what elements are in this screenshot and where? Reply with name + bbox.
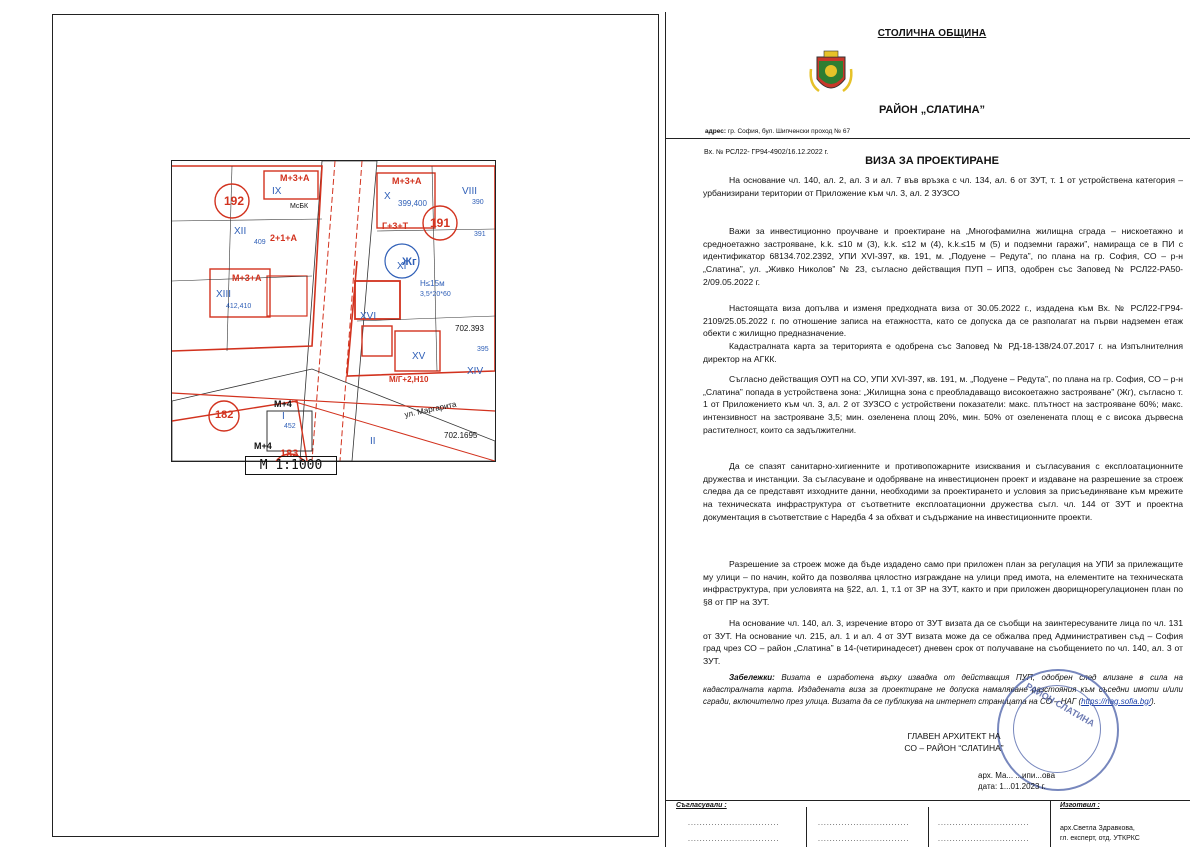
- signature-line: ...............................: [938, 820, 1030, 827]
- document-title: ВИЗА ЗА ПРОЕКТИРАНЕ: [865, 155, 999, 167]
- signature-line: ...............................: [818, 820, 910, 827]
- upi-label: IX: [272, 186, 282, 197]
- indicator-label: 3,5*20*60: [420, 291, 451, 298]
- paragraph-permit: Разрешение за строеж може да бъде издадено само при приложен план за регулация на УПИ за прилежащите му улици – по начин, който да позволява цялостно изграждане на улици пред имота, на елементите на техническата инфраструктура, при условията на §22, ал. 1, т.1 от ЗР на ЗУТ, както и при приложен дворищнорегулационен план по §8 от ПР на ЗУТ.: [703, 559, 1183, 608]
- footer-divider: [666, 800, 1190, 801]
- signature-line: ...............................: [938, 836, 1030, 843]
- map-scale: M 1:1000: [245, 456, 337, 475]
- paragraph-appeal: На основание чл. 140, ал. 3, изречение второ от ЗУТ визата да се съобщи на заинтересуваните лица по чл. 131 от ЗУТ. На основание чл. 215, ал. 1 и ал. 4 от ЗУТ визата може да се обжалва пред Административен съд – София град чрез СО – район „Слатина” в 14-(четиринадесет) дневен срок от получаване на съобщението по чл. 140, ал. 3 от ЗУТ.: [703, 618, 1183, 667]
- address-line: [705, 128, 850, 135]
- upi-label: VIII: [462, 186, 478, 197]
- signatory-office: СО – РАЙОН “СЛАТИНА”: [904, 743, 1004, 753]
- upi-label: XIII: [216, 289, 232, 300]
- block-number-192: 192: [224, 194, 245, 208]
- height-label: М+4: [274, 399, 292, 409]
- author-role: гл. експерт, отд. УТКРКС: [1060, 835, 1140, 842]
- parcel-number: 412,410: [226, 303, 252, 310]
- height-label: М+3+А: [392, 176, 422, 186]
- block-number-182: 182: [215, 409, 234, 421]
- paragraph-legal-basis: На основание чл. 140, ал. 2, ал. 3 и ал. 7 във връзка с чл. 134, ал. 6 от ЗУТ, т. 1 от устройствена категория – урбанизирани територии от Приложение към чл. 3, ал. 2 ЗУЗСО: [703, 175, 1183, 198]
- building-type: МсБК: [290, 203, 309, 210]
- signature-line: ...............................: [688, 836, 780, 843]
- paragraph-requirements: Да се спазят санитарно-хигиенните и противопожарните изисквания и съгласувания с експлоатационните дружества и инстанции. За съгласуване и одобряване на инвестиционен проект и издаване на разрешение за строеж следва да се представят изходните данни, необходими за проектирането и условия за присъединяване към мрежите на техническата инфраструктура от съответните експлоатационни дружества съгл. чл. 144 от ЗУТ и проектна документация в съответствие с Наредба 4 за обхват и съдържание на инвестиционните проекти.: [703, 461, 1183, 522]
- signature-date: дата: 1...01.2023 г.: [978, 782, 1046, 791]
- block-number-183: 183: [280, 448, 299, 460]
- paragraph-amendment: Настоящата виза допълва и изменя предходната виза от 30.05.2022 г., издадена към Вх. № РСЛ22-ГР94-2109/25.05.2022 г. по отношение записа на етажността, като се допуска да се разполагат на първи надземен етаж обекти с жилищно предназначение.: [703, 303, 1183, 339]
- height-label: 2+1+А: [270, 233, 298, 243]
- upi-label: XIV: [467, 366, 484, 377]
- height-label: Г+3+Т: [382, 221, 409, 231]
- stamp-text: РАЙОН СЛАТИНА: [1024, 681, 1097, 729]
- upi-label: XII: [234, 226, 247, 237]
- regulation-plan-map: [171, 160, 496, 462]
- nag-link[interactable]: https://nag.sofia.bg/: [1081, 696, 1151, 706]
- coat-of-arms-icon: [807, 49, 855, 99]
- agreed-section: [676, 802, 727, 834]
- parcel-number: 391: [474, 231, 486, 238]
- paragraph-zoning: Съгласно действащия ОУП на СО, УПИ XVI-397, кв. 191, м. „Подуене – Редута”, по плана на гр. София, СО – р-н „Слатина” попада в устройствена зона: „Жилищна зона с преобладаващо високоетажно застрояване” (Жг), съгласно т. 1 от Приложението към чл. 3, ал. 2 от ЗУЗСО с устройствени показатели: макс. плътност на застрояване 60%; макс. интензивност на застрояване 3,5; мин. озеленена площ 20%, мин. 50% от озеленената площ е с висока дървесна растителност, които са задължителни.: [703, 374, 1183, 435]
- architect-name: арх. Ма... ...ипи...ова: [978, 771, 1056, 780]
- height-label: М+3+А: [232, 273, 262, 283]
- header-divider: [666, 138, 1190, 139]
- signatory-title: ГЛАВЕН АРХИТЕКТ НА: [907, 731, 1001, 741]
- upi-label: XI: [397, 261, 407, 272]
- height-label: М/Г+2,Н10: [389, 375, 429, 384]
- notes-label: Забележки:: [729, 673, 775, 682]
- parcel-id: 702.393: [455, 324, 484, 333]
- paragraph-cadastre: Кадастралната карта за територията е одобрена със Заповед № РД-18-138/24.07.2017 г. на Изпълнителния директор на АГКК.: [703, 341, 1183, 364]
- height-label: М+3+А: [280, 173, 310, 183]
- address-label: адрес:: [705, 128, 727, 135]
- notes-text: Визата е изработена върху извадка от действащия ПУП, одобрен след влизане в сила на кадастралната карта. Издадената виза за проектиране не допуска намаляване разстояния към съседни имоти и/или сгради, включително през улица. Визата да се публикува на интернет страницата на СО – НАГ (: [703, 673, 1183, 706]
- parcel-id: 702.1695: [444, 431, 478, 440]
- parcel-number: 395: [477, 346, 489, 353]
- parcel-number: 452: [284, 423, 296, 430]
- zone-label: Жг: [402, 256, 417, 268]
- municipality-name: СТОЛИЧНА ОБЩИНА: [877, 28, 987, 39]
- parcel-number: 390: [472, 199, 484, 206]
- upi-label: XV: [412, 351, 426, 362]
- paragraph-scope: Важи за инвестиционно проучване и проектиране на „Многофамилна жилищна сграда – нискоетажно и средноетажно застрояване, k.k. ≤10 м (3), k.k. ≤12 м (4), k.k.≤15 м (5) и подземни гаражи”, намираща се в ПИ с идентификатор 68134.702.2392, УПИ XVI-397, кв. 191, м. „Подуене – Редута”, по плана на гр. София, СО – р-н „Слатина”, ул. „Живко Николов” № 23, съгласно действащия ПУП – ИПЗ, одобрен със Заповед № РСЛ22-РА50-2/09.05.2022 г.: [703, 226, 1183, 287]
- upi-label: XVI: [360, 311, 377, 322]
- height-limit-label: Н≤15м: [420, 279, 445, 288]
- signature-line: ...............................: [688, 820, 780, 827]
- visa-document: [665, 12, 1198, 847]
- street-name: ул. Маргарита: [403, 399, 458, 420]
- notes-paragraph: Забележки: Визата е изработена върху извадка от действащия ПУП, одобрен след влизане в сила на кадастралната карта. Издадената виза за проектиране не допуска намаляване разстояния към съседни имоти и/или сгради, включително през улица. Визата да се публикува на интернет страницата на СО – НАГ (https://nag.sofia.bg/).: [703, 673, 1183, 706]
- block-number-191: 191: [430, 216, 451, 230]
- author-block: [1060, 824, 1140, 844]
- prepared-label: Изготвил :: [1060, 802, 1100, 809]
- upi-label: X: [384, 191, 391, 202]
- parcel-number: 399,400: [398, 199, 427, 208]
- signature-line: ...............................: [818, 836, 910, 843]
- height-label: М+4: [254, 441, 272, 451]
- architect-signature: [978, 770, 1055, 792]
- map-page: [52, 14, 659, 837]
- author-name: арх.Светла Здравкова,: [1060, 825, 1135, 832]
- parcel-number: 409: [254, 239, 266, 246]
- upi-label: II: [370, 436, 376, 447]
- reference-number: Вх. № РСЛ22- ГР94-4902/16.12.2022 г.: [704, 149, 829, 156]
- address-text: гр. София, бул. Шипченски проход № 67: [727, 128, 851, 135]
- upi-label: I: [282, 411, 285, 422]
- agreed-label: Съгласували :: [676, 802, 727, 809]
- district-name: РАЙОН „СЛАТИНА”: [878, 104, 986, 116]
- signatory-block: [879, 730, 1029, 754]
